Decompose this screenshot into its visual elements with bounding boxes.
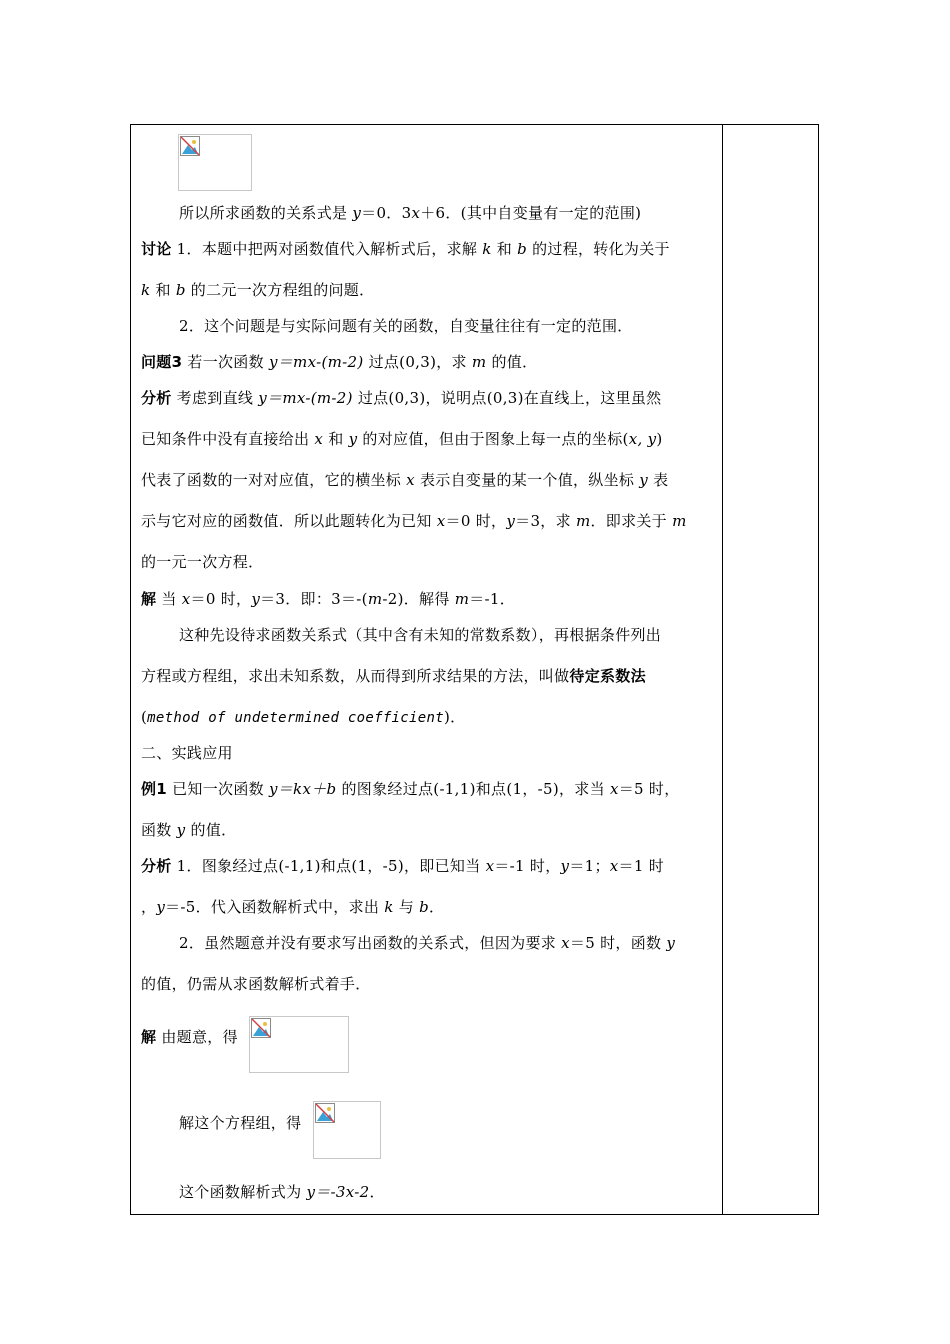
paragraph: 2．这个问题是与实际问题有关的函数，自变量往往有一定的范围． [179,317,633,335]
paragraph: 解这个方程组，得 [179,1114,302,1132]
paragraph: 这个函数解析式为 y＝-3x-2． [179,1183,385,1201]
paragraph: 已知条件中没有直接给出 x 和 y 的对应值，但由于图象上每一点的坐标(x, y) [141,430,663,448]
paragraph: (method of undetermined coefficient)． [141,708,466,726]
image-placeholder [249,1016,349,1073]
section-heading: 二、实践应用 [141,744,233,762]
broken-image-icon [180,136,200,156]
paragraph: 问题3 若一次函数 y＝mx-(m-2) 过点(0,3)，求 m 的值． [141,353,538,371]
paragraph: 的一元一次方程． [141,553,264,571]
broken-image-icon [315,1103,335,1123]
image-placeholder [178,134,252,191]
content-table [130,124,819,1215]
paragraph: 示与它对应的函数值．所以此题转化为已知 x＝0 时，y＝3，求 m．即求关于 m [141,512,687,530]
paragraph: 代表了函数的一对对应值，它的横坐标 x 表示自变量的某一个值，纵坐标 y 表 [141,471,669,489]
paragraph: 方程或方程组，求出未知系数，从而得到所求结果的方法，叫做待定系数法 [141,667,646,685]
broken-image-icon [251,1018,271,1038]
image-placeholder [313,1101,381,1159]
table-column-divider [722,125,723,1214]
paragraph: ，y＝-5．代入函数解析式中，求出 k 与 b． [141,898,445,916]
paragraph: 的值，仍需从求函数解析式着手． [141,975,371,993]
paragraph: 例1 已知一次函数 y＝kx＋b 的图象经过点(-1,1)和点(1，-5)，求当 x＝5 时， [141,780,680,798]
paragraph: 这种先设待求函数关系式（其中含有未知的常数系数），再根据条件列出 [179,626,662,644]
paragraph: 讨论 1．本题中把两对函数值代入解析式后，求解 k 和 b 的过程，转化为关于 [141,240,670,258]
paragraph: 分析 1．图象经过点(-1,1)和点(1，-5)，即已知当 x＝-1 时，y＝1；x＝1 时 [141,857,665,875]
paragraph: k 和 b 的二元一次方程组的问题． [141,281,375,299]
paragraph: 分析 考虑到直线 y＝mx-(m-2) 过点(0,3)，说明点(0,3)在直线上，这里虽然 [141,389,662,407]
paragraph: 所以所求函数的关系式是 y＝0．3x＋6．(其中自变量有一定的范围) [179,204,642,222]
paragraph: 解 当 x＝0 时，y＝3．即：3＝-(m-2)．解得 m＝-1． [141,590,516,608]
paragraph: 函数 y 的值． [141,821,237,839]
paragraph: 解 由题意，得 [141,1028,238,1046]
paragraph: 2．虽然题意并没有要求写出函数的关系式，但因为要求 x＝5 时，函数 y [179,934,676,952]
